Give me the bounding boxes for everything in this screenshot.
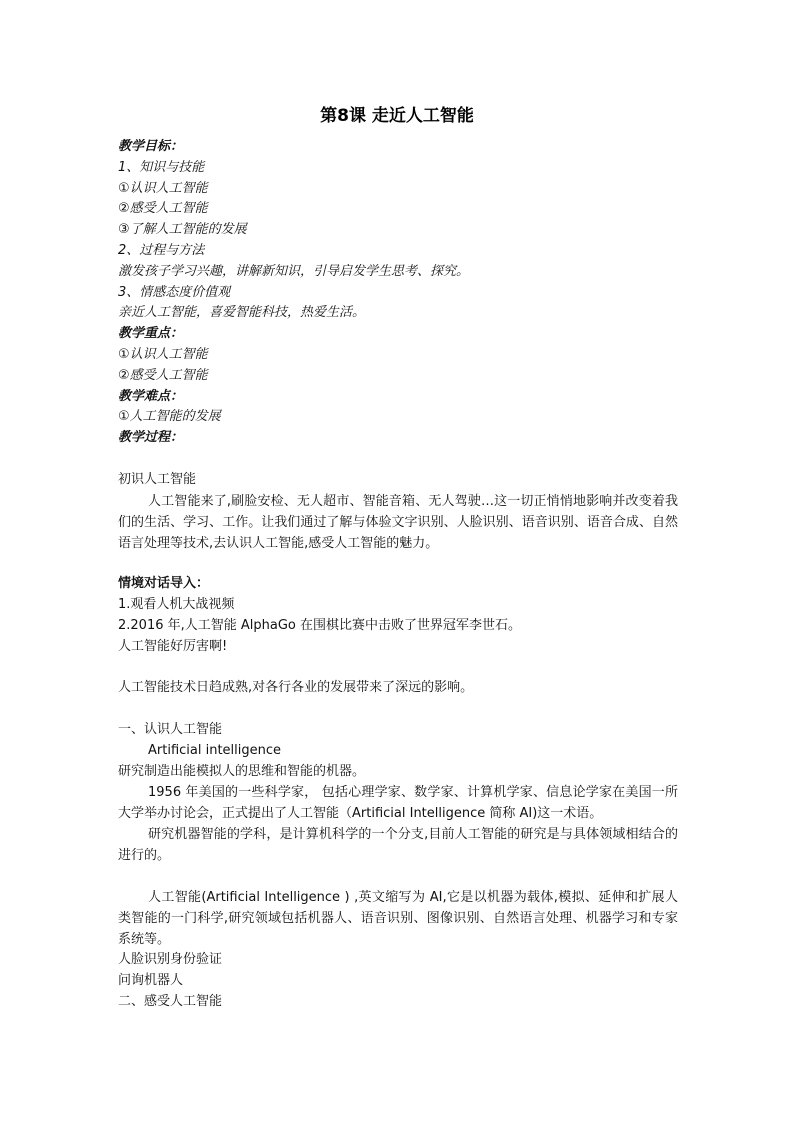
- key-point-a: ①认识人工智能: [118, 346, 208, 362]
- section-1-paragraph-2: 研究机器智能的学科，是计算机科学的一个分支,目前人工智能的研究是与具体领域相结合的进行的。: [118, 827, 678, 864]
- spacer: [118, 699, 678, 720]
- section-2-title: 二、感受人工智能: [118, 993, 223, 1009]
- objective-1-item-c: ③了解人工智能的发展: [118, 222, 247, 238]
- spacer: [118, 866, 678, 887]
- example-inquiry-robot: 问询机器人: [118, 972, 184, 988]
- objectives-heading: 教学目标：: [118, 139, 184, 154]
- scene-item-3: 人工智能好厉害啊!: [118, 638, 228, 654]
- objective-1-item-a: ①认识人工智能: [118, 180, 208, 196]
- objective-3-text: 亲近人工智能，喜爱智能科技，热爱生活。: [118, 305, 366, 321]
- scene-heading: 情境对话导入：: [118, 576, 210, 592]
- intro-paragraph: 人工智能来了,刷脸安检、无人超市、智能音箱、无人驾驶…这一切正悄悄地影响并改变着我们的生活、学习、工作。让我们通过了解与体验文字识别、人脸识别、语音识别、语音合成、自然语言处理等技术,去认识人工智能,感受人工智能的魅力。: [118, 493, 678, 551]
- trend-statement: 人工智能技术日趋成熟,对各行各业的发展带来了深远的影响。: [118, 680, 474, 696]
- section-1-title: 一、认识人工智能: [118, 721, 223, 737]
- document-body: [118, 137, 678, 1013]
- page-title: 第8课 走近人工智能: [320, 106, 474, 126]
- key-points-heading: 教学重点：: [118, 326, 184, 342]
- intro-title: 初识人工智能: [118, 471, 197, 487]
- objective-2: 2、过程与方法: [118, 242, 205, 258]
- section-1-definition: 研究制造出能模拟人的思维和智能的机器。: [118, 763, 366, 779]
- scene-item-1: 1.观看人机大战视频: [118, 597, 235, 613]
- example-face-recognition: 人脸识别身份验证: [118, 952, 223, 968]
- difficulty-a: ①人工智能的发展: [118, 409, 221, 425]
- objective-1: 1、知识与技能: [118, 159, 205, 175]
- objective-2-text: 激发孩子学习兴趣，讲解新知识，引导启发学生思考、探究。: [118, 263, 470, 279]
- process-heading: 教学过程：: [118, 430, 184, 446]
- section-1-paragraph-1: 1956 年美国的一些科学家， 包括心理学家、数学家、计算机学家、信息论学家在美国一所大学举办讨论会，正式提出了人工智能（Artificial Intelligence 简称 AI)这一术语。: [118, 785, 678, 822]
- difficulty-heading: 教学难点：: [118, 388, 184, 404]
- objective-3: 3、情感态度价值观: [118, 284, 231, 300]
- section-1-english-term: Artificial intelligence: [148, 742, 282, 758]
- spacer: [118, 449, 678, 470]
- spacer: [118, 554, 678, 575]
- objective-1-item-b: ②感受人工智能: [118, 201, 208, 217]
- section-1-paragraph-3: 人工智能(Artificial Intelligence ) ,英文缩写为 AI,它是以机器为载体,模拟、延伸和扩展人类智能的一门科学,研究领域包括机器人、语音识别、图像识别、自然语言处理、机器学习和专家系统等。: [118, 890, 678, 948]
- spacer: [118, 658, 678, 679]
- key-point-b: ②感受人工智能: [118, 367, 208, 383]
- scene-item-2: 2.2016 年,人工智能 AlphaGo 在围棋比赛中击败了世界冠军李世石。: [118, 617, 522, 633]
